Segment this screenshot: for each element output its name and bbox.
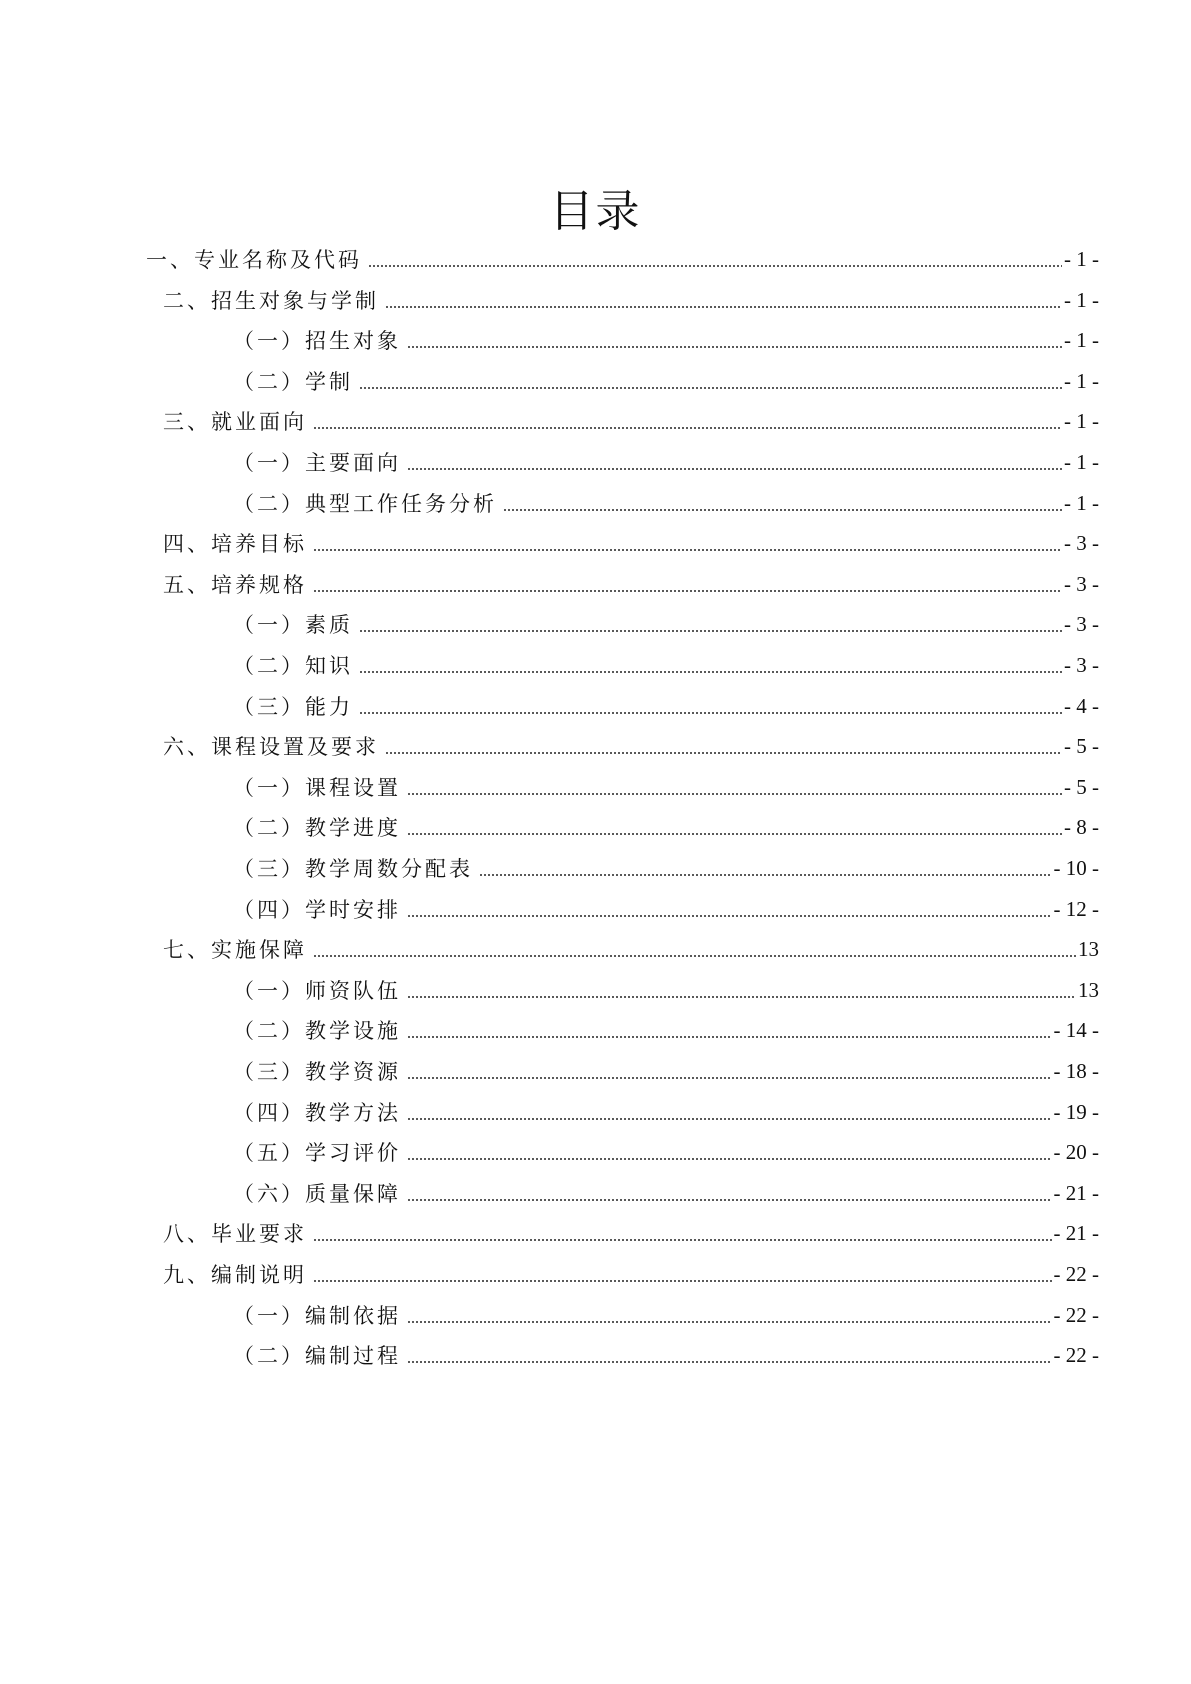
toc-entry[interactable] (233, 484, 1099, 522)
toc-entry-page: - 20 - (1053, 1139, 1099, 1164)
toc-dot-leader (407, 915, 1052, 917)
toc-dot-leader (407, 1036, 1052, 1038)
toc-entry-label: （二）编制过程 (233, 1344, 401, 1368)
toc-entry-label: （一）师资队伍 (233, 979, 401, 1003)
toc-entry[interactable] (163, 281, 1099, 319)
toc-entry[interactable] (163, 930, 1099, 968)
toc-entry-label: （六）质量保障 (233, 1182, 401, 1206)
toc-entry-label: （三）能力 (233, 695, 353, 719)
toc-entry-label: （一）编制依据 (233, 1304, 401, 1328)
toc-entry-page: - 18 - (1053, 1058, 1099, 1083)
toc-entry-page: - 3 - (1064, 611, 1099, 636)
toc-entry[interactable] (163, 727, 1099, 765)
toc-entry-page: - 10 - (1053, 855, 1099, 880)
toc-entry-label: 一、专业名称及代码 (146, 248, 362, 272)
toc-dot-leader (313, 1239, 1052, 1241)
toc-dot-leader (407, 793, 1062, 795)
toc-entry-label: （四）学时安排 (233, 898, 401, 922)
toc-entry-page: - 22 - (1053, 1302, 1099, 1327)
toc-dot-leader (407, 346, 1062, 348)
toc-entry-page: - 8 - (1064, 814, 1099, 839)
toc-entry[interactable] (233, 1052, 1099, 1090)
toc-entry[interactable] (233, 321, 1099, 359)
toc-dot-leader (313, 549, 1062, 551)
toc-entry-label: 八、毕业要求 (163, 1222, 307, 1246)
toc-dot-leader (407, 1361, 1052, 1363)
toc-entry[interactable] (233, 1093, 1099, 1131)
toc-entry-label: （一）招生对象 (233, 329, 401, 353)
toc-entry[interactable] (163, 1214, 1099, 1252)
toc-dot-leader (407, 1077, 1052, 1079)
toc-entry-page: - 3 - (1064, 530, 1099, 555)
toc-entry[interactable] (233, 1133, 1099, 1171)
toc-entry[interactable] (146, 240, 1099, 278)
toc-entry-page: - 3 - (1064, 571, 1099, 596)
toc-entry[interactable] (233, 646, 1099, 684)
toc-entry-page: 13 (1078, 936, 1099, 961)
toc-entry[interactable] (233, 768, 1099, 806)
toc-entry-page: - 1 - (1064, 408, 1099, 433)
toc-entry-page: - 4 - (1064, 693, 1099, 718)
toc-dot-leader (313, 955, 1076, 957)
toc-dot-leader (359, 387, 1062, 389)
page-title: 目录 (549, 186, 642, 237)
toc-entry-label: 九、编制说明 (163, 1263, 307, 1287)
toc-dot-leader (407, 1321, 1052, 1323)
toc-entry-page: - 21 - (1053, 1220, 1099, 1245)
toc-entry-label: 四、培养目标 (163, 532, 307, 556)
toc-dot-leader (359, 671, 1062, 673)
toc-entry-label: 三、就业面向 (163, 410, 307, 434)
toc-entry[interactable] (233, 1296, 1099, 1334)
toc-entry-label: （一）素质 (233, 613, 353, 637)
toc-entry[interactable] (233, 1174, 1099, 1212)
toc-dot-leader (407, 1199, 1052, 1201)
toc-entry-page: - 5 - (1064, 733, 1099, 758)
toc-entry-page: - 3 - (1064, 652, 1099, 677)
toc-dot-leader (407, 1158, 1052, 1160)
toc-dot-leader (359, 712, 1062, 714)
toc-entry-page: - 1 - (1064, 368, 1099, 393)
toc-dot-leader (407, 1118, 1052, 1120)
toc-entry-page: - 5 - (1064, 774, 1099, 799)
toc-entry-label: （二）学制 (233, 370, 353, 394)
toc-entry[interactable] (233, 971, 1099, 1009)
toc-dot-leader (407, 468, 1062, 470)
toc-entry[interactable] (233, 808, 1099, 846)
toc-entry-page: - 19 - (1053, 1099, 1099, 1124)
toc-dot-leader (368, 265, 1062, 267)
toc-entry-label: （五）学习评价 (233, 1141, 401, 1165)
toc-entry-label: （二）教学进度 (233, 816, 401, 840)
toc-entry-page: - 1 - (1064, 490, 1099, 515)
toc-entry[interactable] (233, 849, 1099, 887)
toc-entry[interactable] (163, 402, 1099, 440)
toc-entry-label: 五、培养规格 (163, 573, 307, 597)
toc-dot-leader (407, 833, 1062, 835)
toc-entry-page: - 22 - (1053, 1342, 1099, 1367)
toc-entry-page: - 21 - (1053, 1180, 1099, 1205)
toc-entry-page: - 1 - (1064, 449, 1099, 474)
toc-entry-page: - 14 - (1053, 1017, 1099, 1042)
toc-entry-page: - 12 - (1053, 896, 1099, 921)
toc-entry[interactable] (233, 362, 1099, 400)
toc-entry-page: - 22 - (1053, 1261, 1099, 1286)
toc-entry[interactable] (163, 565, 1099, 603)
toc-entry-label: （三）教学周数分配表 (233, 857, 473, 881)
toc-entry[interactable] (163, 1255, 1099, 1293)
toc-dot-leader (313, 590, 1062, 592)
toc-dot-leader (407, 996, 1076, 998)
toc-dot-leader (385, 306, 1062, 308)
toc-entry-label: （二）知识 (233, 654, 353, 678)
toc-dot-leader (313, 1280, 1052, 1282)
toc-dot-leader (503, 509, 1062, 511)
toc-entry-page: - 1 - (1064, 246, 1099, 271)
toc-entry-label: （四）教学方法 (233, 1101, 401, 1125)
toc-entry-label: （二）典型工作任务分析 (233, 492, 497, 516)
toc-entry[interactable] (163, 524, 1099, 562)
toc-entry-page: 13 (1078, 977, 1099, 1002)
toc-entry[interactable] (233, 687, 1099, 725)
toc-dot-leader (385, 752, 1062, 754)
toc-entry-label: 七、实施保障 (163, 938, 307, 962)
toc-entry-label: （一）课程设置 (233, 776, 401, 800)
toc-entry-label: 六、课程设置及要求 (163, 735, 379, 759)
toc-dot-leader (359, 630, 1062, 632)
toc-entry-page: - 1 - (1064, 287, 1099, 312)
toc-entry[interactable] (233, 890, 1099, 928)
toc-entry[interactable] (233, 443, 1099, 481)
toc-dot-leader (479, 874, 1052, 876)
toc-entry-label: （三）教学资源 (233, 1060, 401, 1084)
toc-entry[interactable] (233, 1011, 1099, 1049)
toc-entry-label: 二、招生对象与学制 (163, 289, 379, 313)
toc-entry[interactable] (233, 1336, 1099, 1374)
toc-entry-label: （二）教学设施 (233, 1019, 401, 1043)
toc-entry[interactable] (233, 605, 1099, 643)
toc-dot-leader (313, 427, 1062, 429)
toc-entry-page: - 1 - (1064, 327, 1099, 352)
toc-entry-label: （一）主要面向 (233, 451, 401, 475)
